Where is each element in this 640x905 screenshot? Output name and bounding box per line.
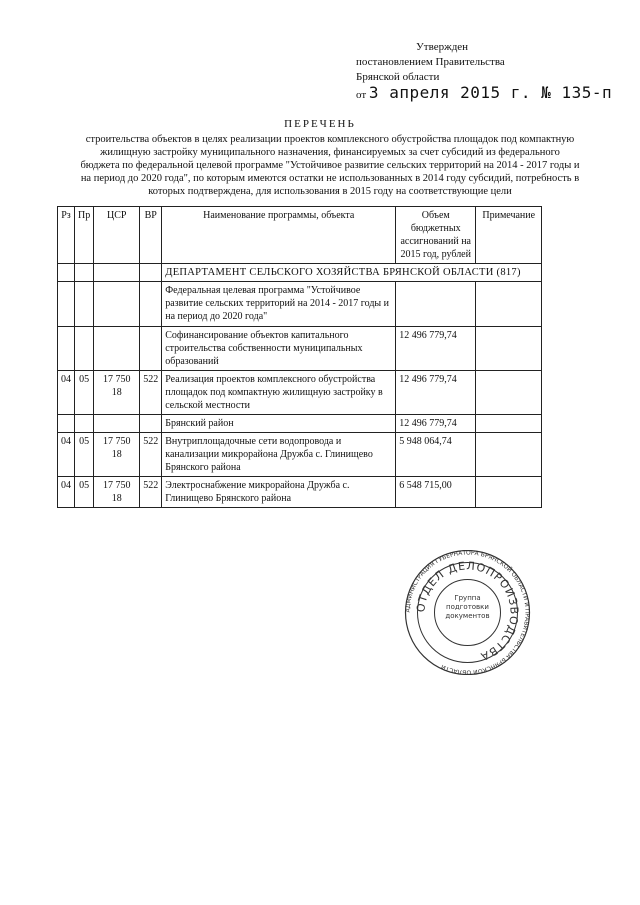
header-note: Примечание <box>476 207 542 264</box>
table-cell <box>140 264 162 282</box>
budget-table <box>57 206 542 508</box>
cell-note <box>476 371 542 415</box>
header-name: Наименование программы, объекта <box>162 207 396 264</box>
approval-date: 3 апреля 2015 г. № 135-п <box>368 83 613 102</box>
cell-name: Внутриплощадочные сети водопровода и канализации микрорайона Дружба с. Глинищево Брянского района <box>162 433 396 477</box>
header-csr: ЦСР <box>94 207 140 264</box>
cell-note <box>476 282 542 327</box>
table-cell <box>94 264 140 282</box>
table-row <box>58 371 542 415</box>
cell-note <box>476 327 542 371</box>
cell-rz <box>58 282 75 327</box>
cell-pr: 05 <box>75 433 94 477</box>
table-cell <box>75 264 94 282</box>
approval-line-2: постановлением Правительства <box>356 56 505 68</box>
stamp-outer-text: АДМИНИСТРАЦИЯ ГУБЕРНАТОРА БРЯНСКОЙ ОБЛАСТИ И ПРАВИТЕЛЬСТВА БРЯНСКОЙ ОБЛАСТИ <box>404 550 531 675</box>
table-cell <box>58 264 75 282</box>
approval-block <box>356 40 612 103</box>
cell-csr <box>94 415 140 433</box>
cell-name: Брянский район <box>162 415 396 433</box>
table-header-row <box>58 207 542 264</box>
header-pr: Пр <box>75 207 94 264</box>
stamp-middle-text: ОТДЕЛ ДЕЛОПРОИЗВОДСТВА <box>414 559 521 664</box>
cell-name: Федеральная целевая программа "Устойчивое развитие сельских территорий на 2014 - 2017 годы и на период до 2020 года" <box>162 282 396 327</box>
official-stamp <box>395 550 540 675</box>
cell-vr: 522 <box>140 371 162 415</box>
stamp-center-text: Группа подготовки документов <box>445 594 490 620</box>
cell-rz <box>58 415 75 433</box>
cell-note <box>476 433 542 477</box>
cell-pr: 05 <box>75 371 94 415</box>
document-title: ПЕРЕЧЕНЬ <box>284 118 356 130</box>
cell-pr <box>75 415 94 433</box>
cell-sum: 12 496 779,74 <box>396 415 476 433</box>
cell-vr <box>140 282 162 327</box>
cell-csr <box>94 282 140 327</box>
cell-pr: 05 <box>75 477 94 508</box>
table-row <box>58 477 542 508</box>
table-row <box>58 433 542 477</box>
cell-pr <box>75 327 94 371</box>
cell-csr: 17 750 18 <box>94 433 140 477</box>
cell-note <box>476 477 542 508</box>
table-row <box>58 327 542 371</box>
approval-date-prefix: от <box>356 89 367 101</box>
cell-sum: 5 948 064,74 <box>396 433 476 477</box>
approval-line-1: Утвержден <box>416 41 469 53</box>
cell-csr: 17 750 18 <box>94 477 140 508</box>
cell-vr: 522 <box>140 477 162 508</box>
approval-line-3: Брянской области <box>356 71 440 83</box>
cell-name: Софинансирование объектов капитального строительства собственности муниципальных образований <box>162 327 396 371</box>
department-name: ДЕПАРТАМЕНТ СЕЛЬСКОГО ХОЗЯЙСТВА БРЯНСКОЙ ОБЛАСТИ (817) <box>162 264 542 282</box>
cell-rz <box>58 327 75 371</box>
approval-date-line <box>356 85 612 103</box>
cell-pr <box>75 282 94 327</box>
cell-csr <box>94 327 140 371</box>
cell-rz: 04 <box>58 477 75 508</box>
cell-rz: 04 <box>58 371 75 415</box>
cell-rz: 04 <box>58 433 75 477</box>
cell-vr: 522 <box>140 433 162 477</box>
document-subtitle: строительства объектов в целях реализации проектов комплексного обустройства площадок под компактную жилищную застройку муниципального назначения, финансируемых за счет субсидий из федерального бюджета по федеральной целевой программе "Устойчивое развитие сельских территорий на 2014 - 2017 годы и на период до 2020 года", по которым имеются остатки не использованных в 2014 году субсидий, потребность в которых подтверждена, для использования в 2015 году на соответствующие цели <box>80 134 580 197</box>
table-row <box>58 282 542 327</box>
cell-sum: 12 496 779,74 <box>396 371 476 415</box>
cell-vr <box>140 415 162 433</box>
table-row <box>58 415 542 433</box>
cell-vr <box>140 327 162 371</box>
cell-sum: 12 496 779,74 <box>396 327 476 371</box>
cell-csr: 17 750 18 <box>94 371 140 415</box>
header-sum: Объем бюджетных ассигнований на 2015 год, рублей <box>396 207 476 264</box>
header-vr: ВР <box>140 207 162 264</box>
cell-sum: 6 548 715,00 <box>396 477 476 508</box>
cell-sum <box>396 282 476 327</box>
table-row-department <box>58 264 542 282</box>
cell-name: Реализация проектов комплексного обустройства площадок под компактную жилищную застройку в сельской местности <box>162 371 396 415</box>
cell-name: Электроснабжение микрорайона Дружба с. Глинищево Брянского района <box>162 477 396 508</box>
cell-note <box>476 415 542 433</box>
header-rz: Рз <box>58 207 75 264</box>
